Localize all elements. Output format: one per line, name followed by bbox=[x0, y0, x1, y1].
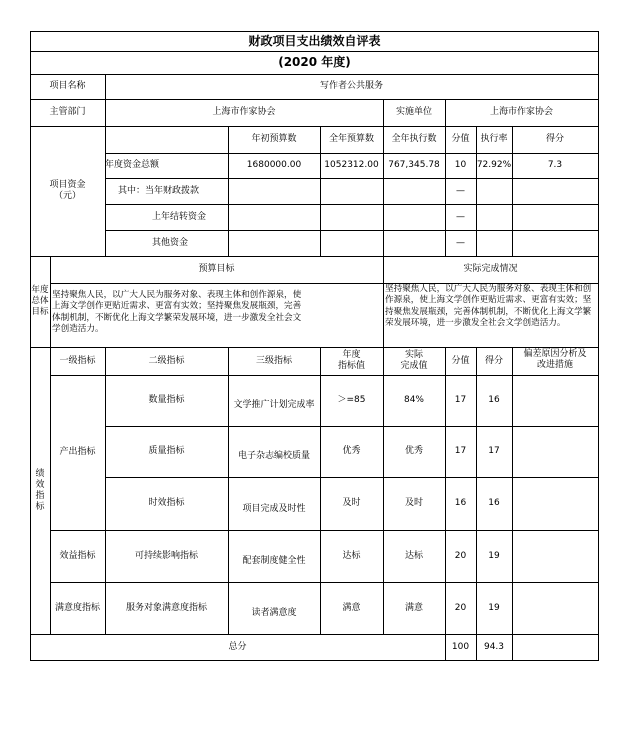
indicator-level2: 时效指标 bbox=[148, 498, 185, 508]
col-initial-budget: 年初预算数 bbox=[251, 134, 297, 144]
indicator-score: 19 bbox=[488, 550, 500, 561]
grid-line bbox=[598, 31, 599, 661]
funds-score-value: — bbox=[456, 211, 465, 222]
indicator-actual: 及时 bbox=[404, 498, 423, 508]
indicator-target: 优秀 bbox=[342, 446, 361, 456]
indicator-actual: 满意 bbox=[404, 602, 423, 613]
goal-label-char: 总体 bbox=[31, 296, 49, 306]
indicator-score: 19 bbox=[488, 602, 500, 613]
indicator-deviation bbox=[512, 426, 598, 477]
col-annual-executed: 全年执行数 bbox=[391, 134, 437, 144]
goal-label-char: 年度 bbox=[31, 285, 49, 295]
indicator-group: 效益指标 bbox=[59, 550, 96, 561]
indicator-score-value: 17 bbox=[454, 446, 467, 456]
unit-label: 实施单位 bbox=[395, 107, 432, 117]
indicator-target: 满意 bbox=[342, 602, 361, 613]
col-deviation-line1: 偏差原因分析及 bbox=[523, 349, 587, 359]
funds-execution-rate: 72.92% bbox=[476, 160, 512, 170]
indicators-label bbox=[30, 347, 50, 634]
indicator-deviation bbox=[512, 582, 598, 634]
col-level1: 一级指标 bbox=[59, 355, 96, 366]
funds-score: 7.3 bbox=[547, 160, 563, 170]
page-title: 财政项目支出绩效自评表 bbox=[248, 33, 381, 48]
col-target-line2: 指标值 bbox=[337, 361, 365, 371]
indicator-score-value: 20 bbox=[454, 550, 467, 561]
report-year: (2020 年度) bbox=[278, 55, 351, 69]
project-name-value: 写作者公共服务 bbox=[319, 81, 383, 91]
col-level2: 二级指标 bbox=[148, 355, 185, 366]
col-score: 得分 bbox=[545, 134, 564, 144]
indicator-level2: 可持续影响指标 bbox=[134, 550, 198, 561]
indicator-score: 16 bbox=[488, 395, 500, 405]
budget-goal-text: 坚持聚焦人民，以广大人民为服务对象、表现主体和创作源泉，使上海文学创作更贴近需求、更富有实效；坚持聚焦发展瓶颈，完善体制机制，不断优化上海文学繁荣发展环境，进一步激发全社会文学创造活力。 bbox=[52, 290, 302, 335]
funds-score-value: 10 bbox=[454, 160, 467, 170]
indicator-actual: 达标 bbox=[404, 550, 423, 561]
col-actual-line1: 实际 bbox=[404, 350, 423, 360]
indicator-level3: 读者满意度 bbox=[251, 608, 297, 618]
indicator-level2: 服务对象满意度指标 bbox=[125, 602, 207, 613]
funds-label-line2: （元） bbox=[53, 191, 81, 201]
indicator-score-value: 20 bbox=[454, 602, 467, 613]
indicator-group: 满意度指标 bbox=[54, 602, 100, 613]
col-target-line1: 年度 bbox=[342, 350, 361, 360]
indicator-level3: 项目完成及时性 bbox=[242, 504, 306, 514]
unit-value: 上海市作家协会 bbox=[489, 107, 553, 117]
indicator-target: 及时 bbox=[342, 498, 361, 508]
col-score: 得分 bbox=[484, 355, 503, 366]
indicator-level2: 质量指标 bbox=[148, 446, 185, 456]
funds-row-label: 年度资金总额 bbox=[105, 160, 160, 170]
dept-value: 上海市作家协会 bbox=[212, 107, 276, 117]
goal-label-char: 目标 bbox=[31, 307, 49, 317]
funds-score-value: — bbox=[456, 237, 465, 248]
col-level3: 三级指标 bbox=[255, 355, 292, 366]
col-deviation-line2: 改进措施 bbox=[536, 360, 573, 370]
funds-label-line1: 项目资金 bbox=[49, 180, 86, 190]
project-name-label: 项目名称 bbox=[49, 81, 86, 91]
indicator-score-value: 16 bbox=[454, 498, 467, 508]
actual-completion-header: 实际完成情况 bbox=[463, 264, 518, 274]
indicator-score: 16 bbox=[488, 498, 500, 508]
indicators-label-char: 标 bbox=[35, 501, 45, 512]
indicator-level3: 文学推广计划完成率 bbox=[233, 400, 315, 410]
funds-row-label: 上年结转资金 bbox=[152, 211, 207, 222]
indicators-label-char: 效 bbox=[35, 479, 45, 490]
funds-row-label: 其中：当年财政拨款 bbox=[118, 185, 200, 196]
funds-label bbox=[30, 126, 105, 256]
col-execution-rate: 执行率 bbox=[480, 134, 508, 144]
total-score: 94.3 bbox=[483, 641, 505, 652]
indicator-deviation bbox=[512, 477, 598, 530]
funds-score-value: — bbox=[456, 185, 465, 196]
goal-label bbox=[30, 256, 50, 347]
col-annual-budget: 全年预算数 bbox=[328, 134, 374, 144]
indicator-deviation bbox=[512, 375, 598, 426]
budget-goal-header: 预算目标 bbox=[198, 264, 235, 274]
col-deviation bbox=[512, 347, 598, 375]
col-actual-line2: 完成值 bbox=[400, 361, 428, 371]
indicator-score-value: 17 bbox=[454, 395, 467, 405]
funds-initial-budget: 1680000.00 bbox=[246, 160, 302, 170]
funds-row-label: 其他资金 bbox=[152, 237, 189, 248]
indicator-actual: 优秀 bbox=[404, 446, 423, 456]
funds-executed: 767,345.78 bbox=[388, 160, 440, 170]
indicators-label-char: 绩 bbox=[35, 468, 45, 479]
indicator-level3: 配套制度健全性 bbox=[242, 556, 306, 566]
indicator-target: 达标 bbox=[342, 550, 361, 561]
indicator-target: ＞=85 bbox=[337, 395, 366, 405]
col-score-value: 分值 bbox=[451, 355, 470, 366]
total-label: 总分 bbox=[228, 641, 247, 652]
indicator-level3: 电子杂志编校质量 bbox=[237, 451, 310, 461]
col-actual bbox=[383, 347, 445, 375]
indicator-deviation bbox=[512, 530, 598, 582]
col-target bbox=[320, 347, 383, 375]
indicator-actual: 84% bbox=[403, 395, 424, 405]
col-score-value: 分值 bbox=[451, 134, 470, 144]
actual-completion-text: 坚持聚焦人民，以广大人民为服务对象、表现主体和创作源泉，使上海文学创作更贴近需求、更富有实效；坚持聚焦发展瓶颈，完善体制机制，不断优化上海文学繁荣发展环境，进一步激发全社会文学创造活力。 bbox=[385, 284, 592, 329]
indicator-group: 产出指标 bbox=[59, 447, 96, 457]
indicator-score: 17 bbox=[488, 446, 500, 456]
indicator-level2: 数量指标 bbox=[148, 395, 185, 405]
funds-annual-budget: 1052312.00 bbox=[324, 160, 379, 170]
indicators-label-char: 指 bbox=[35, 490, 45, 501]
total-score-value: 100 bbox=[451, 641, 470, 652]
dept-label: 主管部门 bbox=[49, 107, 86, 117]
grid-line bbox=[30, 660, 599, 661]
